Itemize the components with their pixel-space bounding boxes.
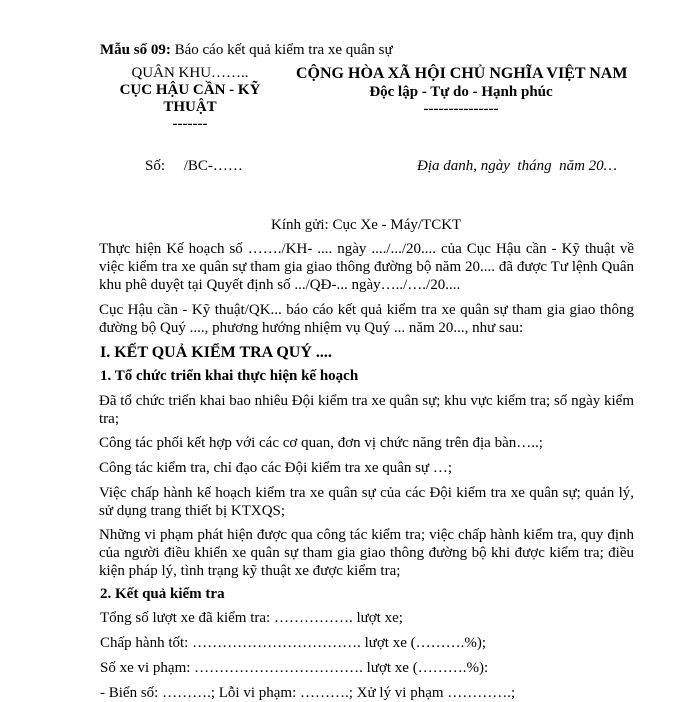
agency-block [110, 65, 270, 133]
national-rule: --------------- [423, 101, 499, 117]
result-line: Chấp hành tốt: ……………………………. lượt xe (……….%); [100, 635, 487, 651]
document-number: Số: /BC-…… [145, 158, 243, 174]
paragraph: Việc chấp hành kế hoạch kiểm tra xe quân sự của các Đội kiểm tra xe quân sự; quản lý, sử dụng trang thiết bị KTXQS; [99, 485, 634, 519]
section-heading: I. KẾT QUẢ KIỂM TRA QUÝ .... [100, 344, 332, 361]
recipient: Kính gửi: Cục Xe - Máy/TCKT [271, 217, 462, 233]
subsection-heading-2: 2. Kết quả kiểm tra [100, 586, 225, 602]
form-number: Mẫu số 09: [100, 42, 171, 58]
paragraph: Những vi phạm phát hiện được qua công tác kiểm tra; việc chấp hành kiểm tra, quy định của người điều khiển xe quân sự tham gia giao thông đường bộ khi được kiểm tra; điều kiện pháp lý, tình trạng kỹ thuật xe được kiểm tra; [99, 527, 634, 579]
paragraph: Đã tổ chức triển khai bao nhiêu Đội kiểm tra xe quân sự; khu vực kiểm tra; số ngày kiểm tra; [99, 393, 634, 427]
paragraph: Công tác kiểm tra, chỉ đạo các Đội kiểm tra xe quân sự …; [99, 460, 453, 476]
result-line: Tổng số lượt xe đã kiểm tra: ……………. lượt xe; [100, 610, 403, 626]
agency-military-region: QUÂN KHU…….. [131, 65, 249, 81]
form-title: Báo cáo kết quả kiểm tra xe quân sự [174, 42, 393, 58]
national-header [296, 65, 626, 118]
result-line: Số xe vi phạm: ……………………………. lượt xe (……….%): [100, 660, 489, 676]
intro-paragraph-1: Thực hiện Kế hoạch số ……./KH- .... ngày ..../.../20.... của Cục Hậu cần - Kỹ thuật về việc kiểm tra xe quân sự tham gia giao thông đường bộ năm 20.... đã được Tư lệnh Quân khu phê duyệt tại Quyết định số .../QĐ-... ngày…../…./20.... [99, 241, 634, 293]
result-line: - Biển số: ……….; Lỗi vi phạm: ……….; Xử lý vi phạm ………….; [100, 685, 516, 701]
paragraph: Công tác phối kết hợp với các cơ quan, đơn vị chức năng trên địa bàn…..; [99, 435, 543, 451]
intro-paragraph-2: Cục Hậu cần - Kỹ thuật/QK... báo cáo kết quả kiểm tra xe quân sự tham gia giao thông đường bộ Quý ...., phương hướng nhiệm vụ Quý ... năm 20..., như sau: [99, 302, 634, 336]
agency-department: CỤC HẬU CẦN - KỸ [119, 82, 261, 98]
agency-department-cont: THUẬT [163, 99, 217, 115]
subsection-heading-1: 1. Tổ chức triển khai thực hiện kế hoạch [100, 368, 359, 384]
form-header [100, 42, 393, 59]
national-motto: Độc lập - Tự do - Hạnh phúc [369, 84, 553, 100]
agency-rule: ------- [172, 116, 208, 132]
place-date: Địa danh, ngày tháng năm 20… [417, 158, 617, 174]
national-title: CỘNG HÒA XÃ HỘI CHỦ NGHĨA VIỆT NAM [296, 65, 628, 82]
